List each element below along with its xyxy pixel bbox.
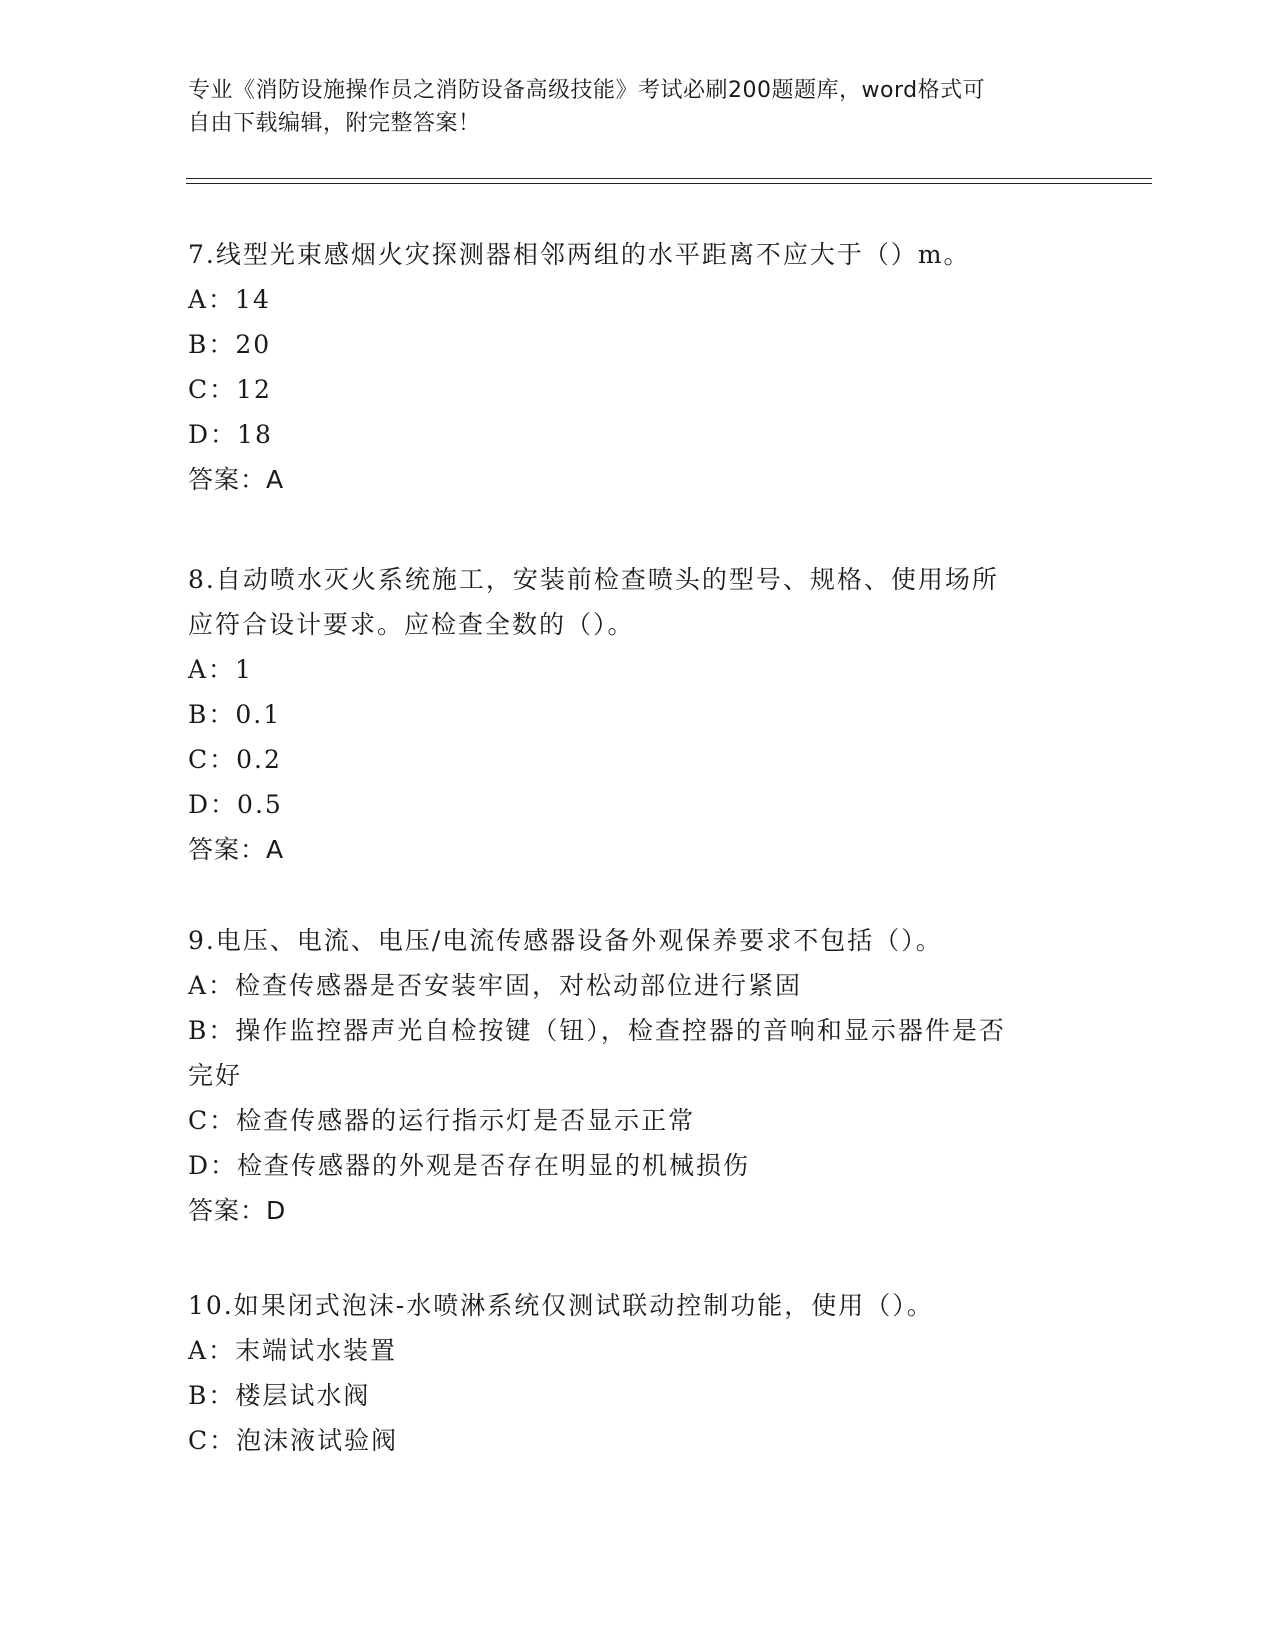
question-stem: 7.线型光束感烟火灾探测器相邻两组的水平距离不应大于（）m。 <box>188 240 971 269</box>
option-d: D：18 <box>188 420 273 449</box>
option-a: A：1 <box>188 655 253 684</box>
option-d: D：0.5 <box>188 790 283 819</box>
option-a: A：14 <box>188 285 271 314</box>
question-9 <box>188 918 1088 1234</box>
option-b: B：楼层试水阀 <box>188 1381 371 1410</box>
question-stem-line-1: 8.自动喷水灭火系统施工，安装前检查喷头的型号、规格、使用场所 <box>188 565 999 594</box>
option-c: C：泡沫液试验阀 <box>188 1426 399 1455</box>
option-c: C：0.2 <box>188 745 282 774</box>
answer: 答案：D <box>188 1196 287 1225</box>
option-b: B：20 <box>188 330 272 359</box>
option-d: D：检查传感器的外观是否存在明显的机械损伤 <box>188 1151 751 1180</box>
option-a: A：末端试水装置 <box>188 1336 398 1365</box>
question-stem-line-2: 应符合设计要求。应检查全数的（）。 <box>188 610 635 639</box>
header-line-2: 自由下载编辑，附完整答案！ <box>188 111 481 136</box>
header-divider-top <box>186 178 1152 179</box>
option-a: A：检查传感器是否安装牢固，对松动部位进行紧固 <box>188 971 803 1000</box>
answer: 答案：A <box>188 465 285 494</box>
question-8 <box>188 557 1088 873</box>
header-line-1: 专业《消防设施操作员之消防设备高级技能》考试必刷200题题库，word格式可 <box>188 78 986 103</box>
document-header <box>188 74 1088 140</box>
answer: 答案：A <box>188 835 285 864</box>
question-7 <box>188 232 1088 503</box>
option-b: B：0.1 <box>188 700 282 729</box>
header-divider-bottom <box>186 183 1152 184</box>
question-10 <box>188 1283 1088 1463</box>
option-b-continued: 完好 <box>188 1061 243 1090</box>
option-c: C：12 <box>188 375 272 404</box>
option-c: C：检查传感器的运行指示灯是否显示正常 <box>188 1106 696 1135</box>
question-stem: 10.如果闭式泡沫-水喷淋系统仅测试联动控制功能，使用（）。 <box>188 1291 934 1320</box>
option-b: B：操作监控器声光自检按键（钮），检查控器的音响和显示器件是否 <box>188 1016 1006 1045</box>
question-stem: 9.电压、电流、电压/电流传感器设备外观保养要求不包括（）。 <box>188 926 943 955</box>
